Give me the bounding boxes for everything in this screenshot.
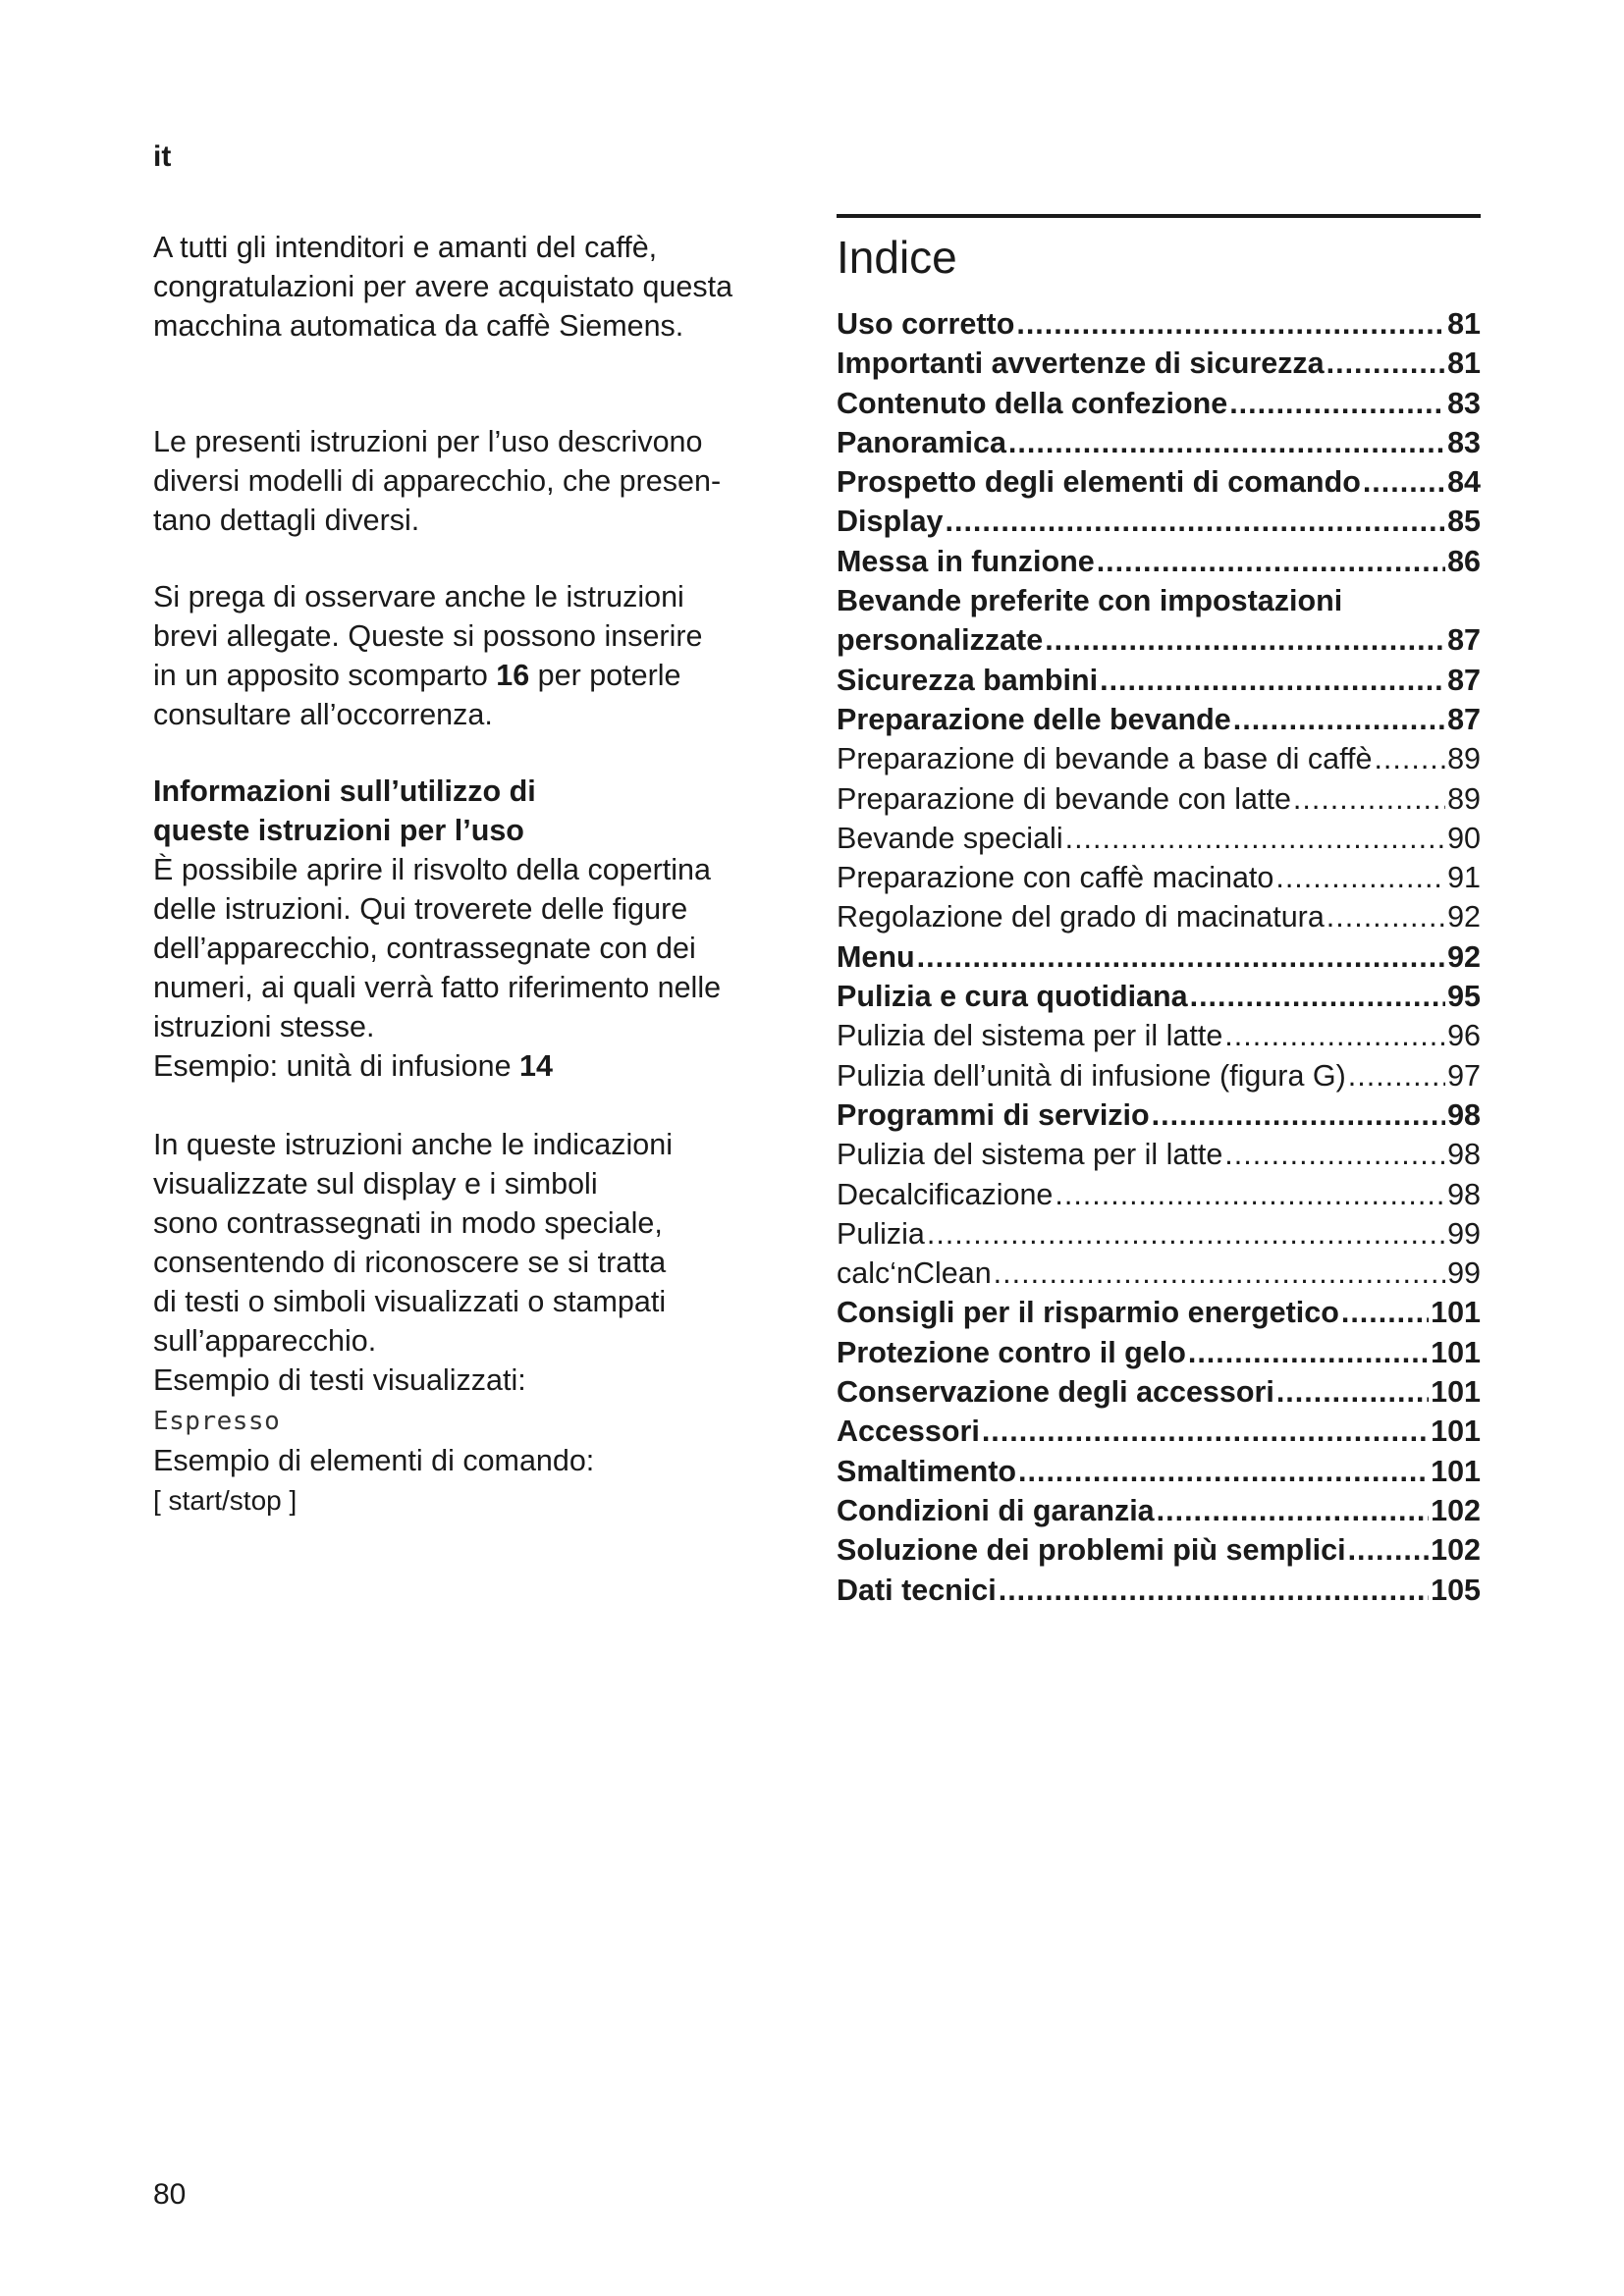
compartment-number: 16: [496, 659, 530, 692]
toc-entry-label: Consigli per il risparmio energetico: [837, 1296, 1339, 1330]
toc-entry-label: Soluzione dei problemi più semplici: [837, 1533, 1346, 1568]
body-line: consentendo di riconoscere se si tratta: [153, 1246, 667, 1279]
toc-entry-label: Bevande speciali: [837, 821, 1063, 855]
example-control-label: Esempio di elementi di comando:: [153, 1444, 595, 1477]
toc-entry[interactable]: [837, 1571, 1481, 1610]
toc-entry[interactable]: [837, 1530, 1481, 1570]
toc-entry[interactable]: [837, 819, 1481, 858]
toc-entry-label: Sicurezza bambini: [837, 663, 1099, 697]
toc-entry-page: 90: [1447, 821, 1481, 855]
toc-dot-leader: [1348, 1530, 1430, 1570]
toc-entry[interactable]: [837, 1135, 1481, 1174]
body-line: visualizzate sul display e i simboli: [153, 1167, 598, 1201]
toc-dot-leader: [1055, 1175, 1445, 1214]
body-line: dell’apparecchio, contrassegnate con dei: [153, 932, 696, 965]
toc-entry-label: Pulizia del sistema per il latte: [837, 1019, 1223, 1053]
example-display-value: Espresso: [153, 1407, 281, 1436]
display-info-paragraph: [153, 1125, 801, 1521]
toc-entry-page: 101: [1431, 1335, 1481, 1369]
toc-entry[interactable]: [837, 1254, 1481, 1293]
toc-entry-page: 89: [1447, 781, 1481, 816]
toc-entry-label: Contenuto della confezione: [837, 386, 1228, 420]
toc-dot-leader: [1363, 462, 1445, 502]
toc-dot-leader: [1100, 661, 1445, 700]
toc-entry[interactable]: [837, 977, 1481, 1016]
toc-dot-leader: [1348, 1056, 1445, 1095]
toc-entry[interactable]: [837, 344, 1481, 383]
toc-dot-leader: [1275, 858, 1445, 897]
table-of-contents: [837, 214, 1481, 1610]
toc-entry-page: 87: [1447, 623, 1481, 658]
page-number: 80: [153, 2178, 187, 2211]
toc-entry[interactable]: [837, 700, 1481, 739]
toc-dot-leader: [1224, 1135, 1445, 1174]
toc-entry-page: 102: [1431, 1533, 1481, 1568]
body-line: delle istruzioni. Qui troverete delle figure: [153, 892, 688, 926]
toc-dot-leader: [1233, 700, 1445, 739]
toc-entry-label: personalizzate: [837, 623, 1044, 658]
toc-entry[interactable]: [837, 423, 1481, 462]
toc-entry-label: Menu: [837, 939, 915, 974]
toc-entry-label: Dati tecnici: [837, 1573, 997, 1607]
heading-line: Informazioni sull’utilizzo di: [153, 774, 536, 808]
toc-entry-label: Prospetto degli elementi di comando: [837, 465, 1361, 500]
toc-entry[interactable]: [837, 1333, 1481, 1372]
body-line: sono contrassegnati in modo speciale,: [153, 1206, 663, 1240]
toc-dot-leader: [1097, 542, 1445, 581]
toc-entry-page: 101: [1431, 1375, 1481, 1410]
toc-entry[interactable]: [837, 1056, 1481, 1095]
toc-entry-page: 97: [1447, 1058, 1481, 1093]
body-line: di testi o simboli visualizzati o stampati: [153, 1285, 667, 1318]
usage-info-heading: [153, 772, 801, 850]
toc-dot-leader: [1045, 620, 1445, 660]
toc-entry-label: Smaltimento: [837, 1454, 1017, 1488]
toc-dot-leader: [999, 1571, 1429, 1610]
toc-entry[interactable]: [837, 581, 1481, 620]
toc-entry-page: 87: [1447, 702, 1481, 736]
toc-entry-label: Panoramica: [837, 425, 1006, 459]
toc-entry-label: Programmi di servizio: [837, 1097, 1150, 1132]
toc-entry[interactable]: [837, 542, 1481, 581]
toc-entry-page: 91: [1447, 861, 1481, 895]
language-tag: it: [153, 140, 172, 173]
toc-dot-leader: [1152, 1095, 1445, 1135]
toc-dot-leader: [994, 1254, 1445, 1293]
toc-entry-page: 92: [1447, 900, 1481, 934]
toc-entry-label: Bevande preferite con impostazioni: [837, 584, 1343, 618]
toc-entry-label: Preparazione delle bevande: [837, 702, 1231, 736]
body-line: numeri, ai quali verrà fatto riferimento nelle: [153, 971, 722, 1004]
toc-dot-leader: [1188, 1333, 1429, 1372]
body-line: È possibile aprire il risvolto della copertina: [153, 853, 711, 886]
intro-line: Si prega di osservare anche le istruzioni: [153, 580, 684, 614]
toc-entry[interactable]: [837, 779, 1481, 819]
intro-line: consultare all’occorrenza.: [153, 698, 493, 731]
toc-entry-label: Preparazione di bevande con latte: [837, 781, 1291, 816]
toc-entry[interactable]: [837, 1412, 1481, 1451]
toc-dot-leader: [1065, 819, 1445, 858]
toc-entry-page: 92: [1447, 939, 1481, 974]
toc-entry-label: Protezione contro il gelo: [837, 1335, 1186, 1369]
intro-line: brevi allegate. Queste si possono inserire: [153, 619, 703, 653]
toc-entry-label: Accessori: [837, 1415, 980, 1449]
toc-entry-label: Preparazione di bevande a base di caffè: [837, 742, 1373, 776]
toc-entry-label: Messa in funzione: [837, 544, 1095, 578]
toc-entry-page: 101: [1431, 1454, 1481, 1488]
toc-entry[interactable]: [837, 739, 1481, 778]
example-number: 14: [519, 1049, 553, 1083]
toc-entry-page: 86: [1447, 544, 1481, 578]
toc-dot-leader: [1341, 1293, 1429, 1332]
toc-dot-leader: [917, 937, 1445, 977]
intro-paragraph-greeting: [153, 228, 801, 346]
toc-entry[interactable]: [837, 1175, 1481, 1214]
toc-entry-label: Display: [837, 505, 944, 539]
toc-list: [837, 304, 1481, 1610]
toc-entry[interactable]: [837, 1095, 1481, 1135]
toc-entry-page: 98: [1447, 1177, 1481, 1211]
toc-entry-page: 102: [1431, 1493, 1481, 1527]
example-control-value: [ start/stop ]: [153, 1485, 298, 1516]
toc-dot-leader: [1276, 1372, 1429, 1412]
toc-entry-label: Condizioni di garanzia: [837, 1493, 1155, 1527]
toc-entry-page: 83: [1447, 386, 1481, 420]
toc-entry[interactable]: [837, 661, 1481, 700]
toc-entry-label: Importanti avvertenze di sicurezza: [837, 347, 1325, 381]
toc-entry[interactable]: [837, 502, 1481, 541]
toc-entry-page: 105: [1431, 1573, 1481, 1607]
intro-paragraph-models: [153, 422, 801, 540]
toc-entry[interactable]: [837, 937, 1481, 977]
toc-entry-label: Conservazione degli accessori: [837, 1375, 1274, 1410]
toc-dot-leader: [982, 1412, 1429, 1451]
toc-entry-page: 89: [1447, 742, 1481, 776]
example-label: Esempio: unità di infusione: [153, 1049, 519, 1083]
toc-entry-page: 96: [1447, 1019, 1481, 1053]
toc-entry-page: 101: [1431, 1415, 1481, 1449]
toc-entry-page: 85: [1447, 505, 1481, 539]
toc-entry-page: 81: [1447, 347, 1481, 381]
toc-dot-leader: [1008, 423, 1445, 462]
body-line: In queste istruzioni anche le indicazioni: [153, 1128, 673, 1161]
intro-line: congratulazioni per avere acquistato questa: [153, 270, 733, 303]
toc-entry[interactable]: [837, 620, 1481, 660]
toc-entry-page: 84: [1447, 465, 1481, 500]
toc-entry-label: Regolazione del grado di macinatura: [837, 900, 1325, 934]
toc-entry[interactable]: [837, 304, 1481, 344]
toc-entry-page: 95: [1447, 980, 1481, 1014]
toc-entry-page: 83: [1447, 425, 1481, 459]
toc-entry[interactable]: [837, 897, 1481, 936]
toc-entry-page: 81: [1447, 307, 1481, 341]
toc-dot-leader: [946, 502, 1446, 541]
toc-dot-leader: [1326, 344, 1445, 383]
intro-column: [153, 228, 801, 1521]
heading-line: queste istruzioni per l’uso: [153, 814, 524, 847]
toc-dot-leader: [1157, 1491, 1429, 1530]
toc-entry-label: calc‘nClean: [837, 1256, 992, 1291]
toc-entry[interactable]: [837, 1293, 1481, 1332]
toc-entry-label: Decalcificazione: [837, 1177, 1054, 1211]
toc-entry-label: Preparazione con caffè macinato: [837, 861, 1274, 895]
intro-line: macchina automatica da caffè Siemens.: [153, 309, 684, 343]
toc-dot-leader: [1016, 304, 1445, 344]
toc-entry[interactable]: [837, 384, 1481, 423]
toc-entry-label: Pulizia e cura quotidiana: [837, 980, 1188, 1014]
toc-entry-label: Pulizia del sistema per il latte: [837, 1138, 1223, 1172]
toc-dot-leader: [1224, 1016, 1445, 1055]
intro-paragraph-short-instructions: [153, 577, 801, 734]
toc-entry[interactable]: [837, 1491, 1481, 1530]
toc-top-rule: [837, 214, 1481, 218]
toc-entry-page: 99: [1447, 1216, 1481, 1251]
toc-entry[interactable]: [837, 1452, 1481, 1491]
intro-line-before: in un apposito scomparto: [153, 659, 497, 692]
toc-entry-label: Uso corretto: [837, 307, 1015, 341]
toc-entry-page: 87: [1447, 663, 1481, 697]
toc-entry-page: 101: [1431, 1296, 1481, 1330]
toc-dot-leader: [1374, 739, 1445, 778]
toc-entry-label: Pulizia dell’unità di infusione (figura G): [837, 1058, 1346, 1093]
toc-entry[interactable]: [837, 1214, 1481, 1254]
toc-dot-leader: [1190, 977, 1445, 1016]
toc-dot-leader: [1229, 384, 1445, 423]
usage-info-section: [153, 772, 801, 1086]
intro-line: Le presenti istruzioni per l’uso descrivono: [153, 425, 703, 458]
intro-line-after: per poterle: [529, 659, 681, 692]
toc-entry[interactable]: [837, 462, 1481, 502]
toc-entry-page: 98: [1447, 1097, 1481, 1132]
body-line: sull’apparecchio.: [153, 1324, 377, 1358]
toc-dot-leader: [1293, 779, 1445, 819]
toc-entry[interactable]: [837, 1372, 1481, 1412]
toc-entry-page: 98: [1447, 1138, 1481, 1172]
intro-line: diversi modelli di apparecchio, che presen-: [153, 464, 722, 498]
toc-entry[interactable]: [837, 858, 1481, 897]
toc-title: Indice: [837, 232, 957, 283]
toc-entry[interactable]: [837, 1016, 1481, 1055]
usage-info-body: [153, 850, 801, 1086]
toc-entry-label: Pulizia: [837, 1216, 925, 1251]
body-line: istruzioni stesse.: [153, 1010, 375, 1043]
toc-dot-leader: [1326, 897, 1445, 936]
intro-line: tano dettagli diversi.: [153, 504, 420, 537]
toc-dot-leader: [1018, 1452, 1429, 1491]
example-display-label: Esempio di testi visualizzati:: [153, 1363, 526, 1397]
toc-entry-page: 99: [1447, 1256, 1481, 1291]
intro-line: A tutti gli intenditori e amanti del caffè,: [153, 231, 658, 264]
toc-dot-leader: [927, 1214, 1445, 1254]
